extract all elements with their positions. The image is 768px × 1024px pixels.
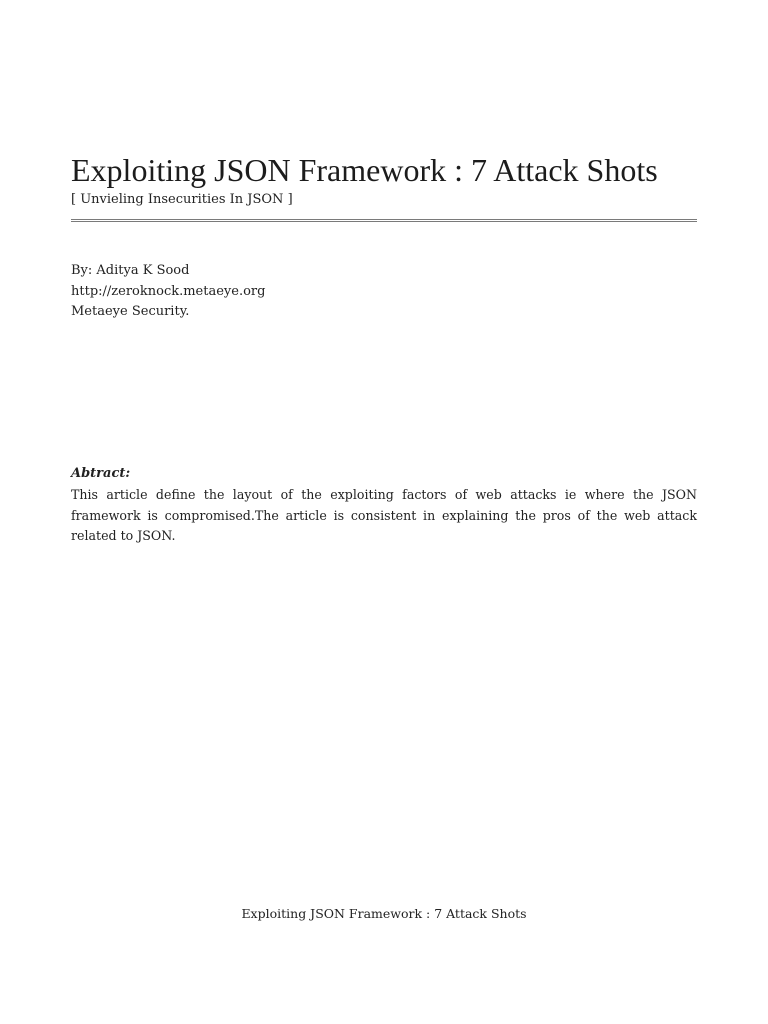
- author-url: http://zeroknock.metaeye.org: [71, 283, 266, 299]
- page-footer: Exploiting JSON Framework : 7 Attack Shots: [241, 906, 527, 921]
- title-divider: [71, 219, 697, 222]
- author-organization: Metaeye Security.: [71, 304, 190, 319]
- document-title: Exploiting JSON Framework : 7 Attack Shots: [71, 152, 658, 188]
- document-subtitle: [ Unvieling Insecurities In JSON ]: [71, 192, 293, 207]
- abstract-body: This article define the layout of the exploiting factors of web attacks ie where the JSON framework is compromised.The article is consistent in explaining the pros of the web attack related to JSON.: [71, 487, 697, 543]
- author-block: [71, 261, 265, 323]
- abstract-heading: Abtract:: [71, 466, 131, 481]
- author-name: By: Aditya K Sood: [71, 263, 190, 278]
